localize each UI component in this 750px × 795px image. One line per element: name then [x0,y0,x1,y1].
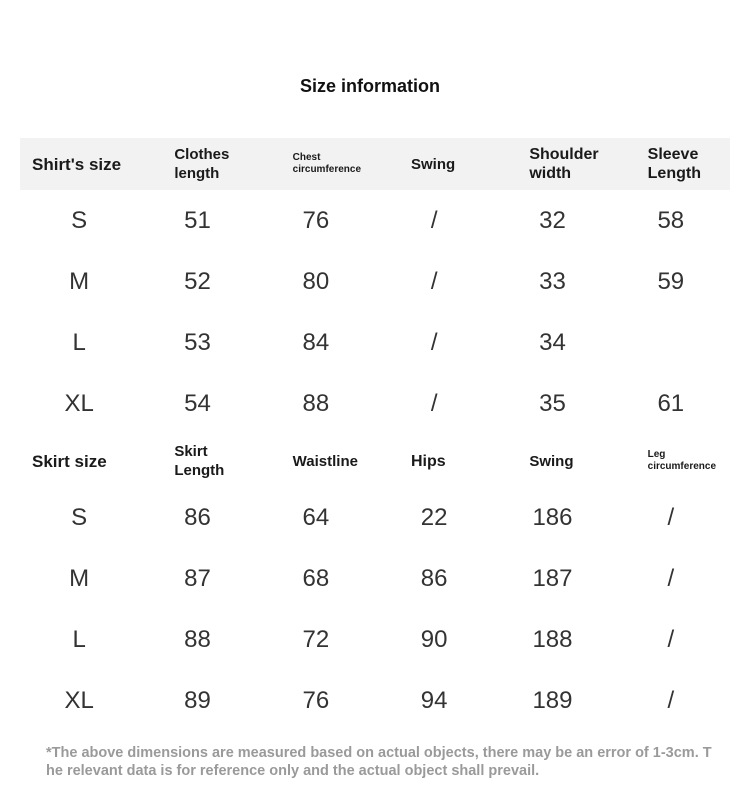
skirt-header-hips: Hips [410,452,446,470]
cell: 53 [184,328,211,356]
cell: M [69,267,90,295]
skirt-header-swing: Swing [529,452,574,470]
cell: 64 [302,503,330,531]
cell: XL [64,686,94,714]
cell: L [72,328,86,356]
skirt-header-length: Skirt Length [174,443,225,479]
cell: 76 [302,206,330,234]
table-row [20,373,730,434]
shirt-header-swing: Swing [410,155,456,173]
skirt-size-table [20,435,730,731]
cell: / [667,564,675,592]
cell: 86 [420,564,448,592]
cell: / [667,625,675,653]
cell: 68 [302,564,330,592]
cell: 33 [539,267,566,295]
shirt-header-shoulder: Shoulder width [529,146,599,182]
cell: S [71,206,88,234]
cell: 86 [184,503,211,531]
cell: 89 [184,686,211,714]
cell: 188 [532,625,573,653]
table-row [20,548,730,609]
cell: / [430,267,438,295]
shirt-header-size: Shirt's size [32,154,122,174]
cell: 186 [532,503,573,531]
table-row [20,312,730,373]
cell: 72 [302,625,330,653]
cell: / [430,389,438,417]
cell: 51 [184,206,211,234]
cell: 88 [302,389,330,417]
cell: 61 [657,389,685,417]
shirt-header-row [20,138,730,190]
cell: 80 [302,267,330,295]
shirt-header-sleeve: Sleeve Length [647,146,701,182]
cell: / [667,686,675,714]
cell: 54 [184,389,211,417]
cell: 187 [532,564,573,592]
table-row [20,190,730,251]
cell: / [667,503,675,531]
skirt-header-row [20,435,730,487]
table-row [20,251,730,312]
cell: 84 [302,328,330,356]
cell: 76 [302,686,330,714]
cell: M [69,564,90,592]
cell: 87 [184,564,211,592]
cell: S [71,503,88,531]
cell: 22 [420,503,448,531]
cell: 88 [184,625,211,653]
cell: / [430,328,438,356]
skirt-header-waistline: Waistline [292,452,358,470]
cell: 34 [539,328,566,356]
cell: 32 [539,206,566,234]
cell: 189 [532,686,573,714]
skirt-header-leg: Leg circumference [647,449,717,472]
shirt-size-table [20,138,730,434]
shirt-header-clothes-length: Clothes length [174,146,230,182]
table-row [20,609,730,670]
cell: XL [64,389,94,417]
cell: 59 [657,267,685,295]
cell: 52 [184,267,211,295]
page-title: Size information [299,76,440,96]
cell: / [430,206,438,234]
skirt-header-size: Skirt size [32,451,107,471]
shirt-header-chest: Chest circumference [292,152,362,175]
cell: L [72,625,86,653]
table-row [20,670,730,731]
table-row [20,487,730,548]
cell: 35 [539,389,566,417]
cell: 58 [657,206,685,234]
measurement-note: *The above dimensions are measured based on actual objects, there may be an error of 1-3cm. The relevant data is for reference only and the actual object shall prevail. [46,745,712,779]
cell: 94 [420,686,448,714]
cell: 90 [420,625,448,653]
